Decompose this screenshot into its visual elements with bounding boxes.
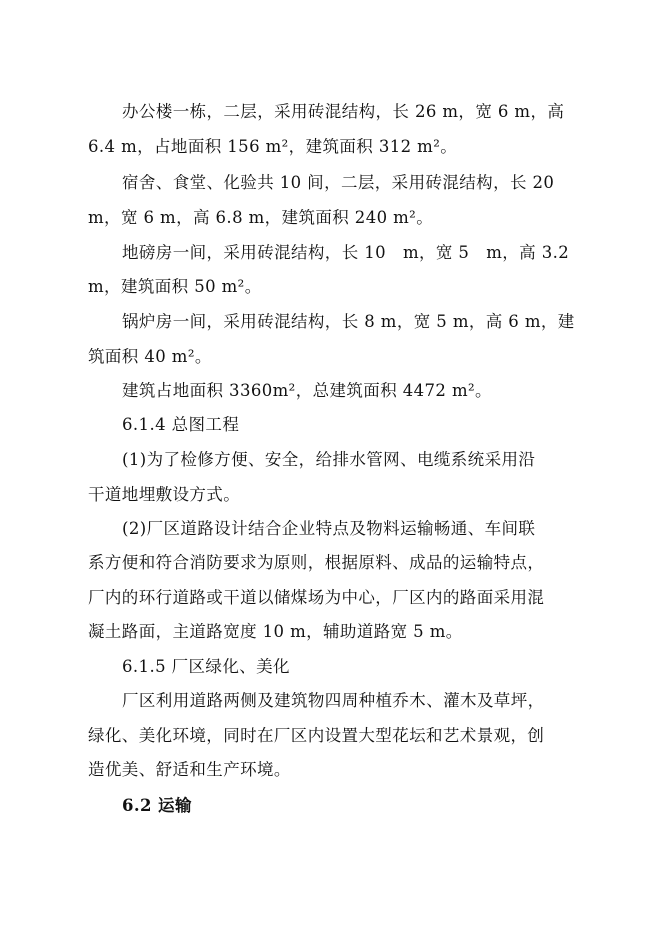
text-line: 宿舍、食堂、化验共 10 间，二层，采用砖混结构，长 20 <box>122 173 555 192</box>
text-line: m，建筑面积 50 m²。 <box>88 277 262 296</box>
text-line: 筑面积 40 m²。 <box>88 347 212 366</box>
text-line: 干道地埋敷设方式。 <box>88 485 241 504</box>
section-heading: 6.1.5 厂区绿化、美化 <box>122 657 290 676</box>
text-line: 6.4 m，占地面积 156 m²，建筑面积 312 m²。 <box>88 137 458 156</box>
text-line: 绿化、美化环境，同时在厂区内设置大型花坛和艺术景观，创 <box>88 726 545 745</box>
text-line: 厂区利用道路两侧及建筑物四周种植乔木、灌木及草坪， <box>122 691 545 710</box>
text-line: 凝土路面，主道路宽度 10 m，辅助道路宽 5 m。 <box>88 622 463 641</box>
text-line: 办公楼一栋，二层，采用砖混结构，长 26 m，宽 6 m，高 <box>122 102 565 121</box>
text-line: 造优美、舒适和生产环境。 <box>88 760 291 779</box>
text-line: m，宽 6 m，高 6.8 m，建筑面积 240 m²。 <box>88 208 434 227</box>
text-line: 厂内的环行道路或干道以储煤场为中心，厂区内的路面采用混 <box>88 588 545 607</box>
text-line: 地磅房一间，采用砖混结构，长 10 m，宽 5 m，高 3.2 <box>122 243 570 262</box>
text-line: 建筑占地面积 3360m²，总建筑面积 4472 m²。 <box>122 381 492 400</box>
text-line: 锅炉房一间，采用砖混结构，长 8 m，宽 5 m，高 6 m，建 <box>122 312 575 331</box>
text-line: (2)厂区道路设计结合企业特点及物料运输畅通、车间联 <box>122 519 536 538</box>
text-line: 系方便和符合消防要求为原则，根据原料、成品的运输特点， <box>88 553 545 572</box>
section-heading: 6.1.4 总图工程 <box>122 415 240 434</box>
text-line: (1)为了检修方便、安全，给排水管网、电缆系统采用沿 <box>122 450 536 469</box>
chapter-heading: 6.2 运输 <box>122 796 192 815</box>
